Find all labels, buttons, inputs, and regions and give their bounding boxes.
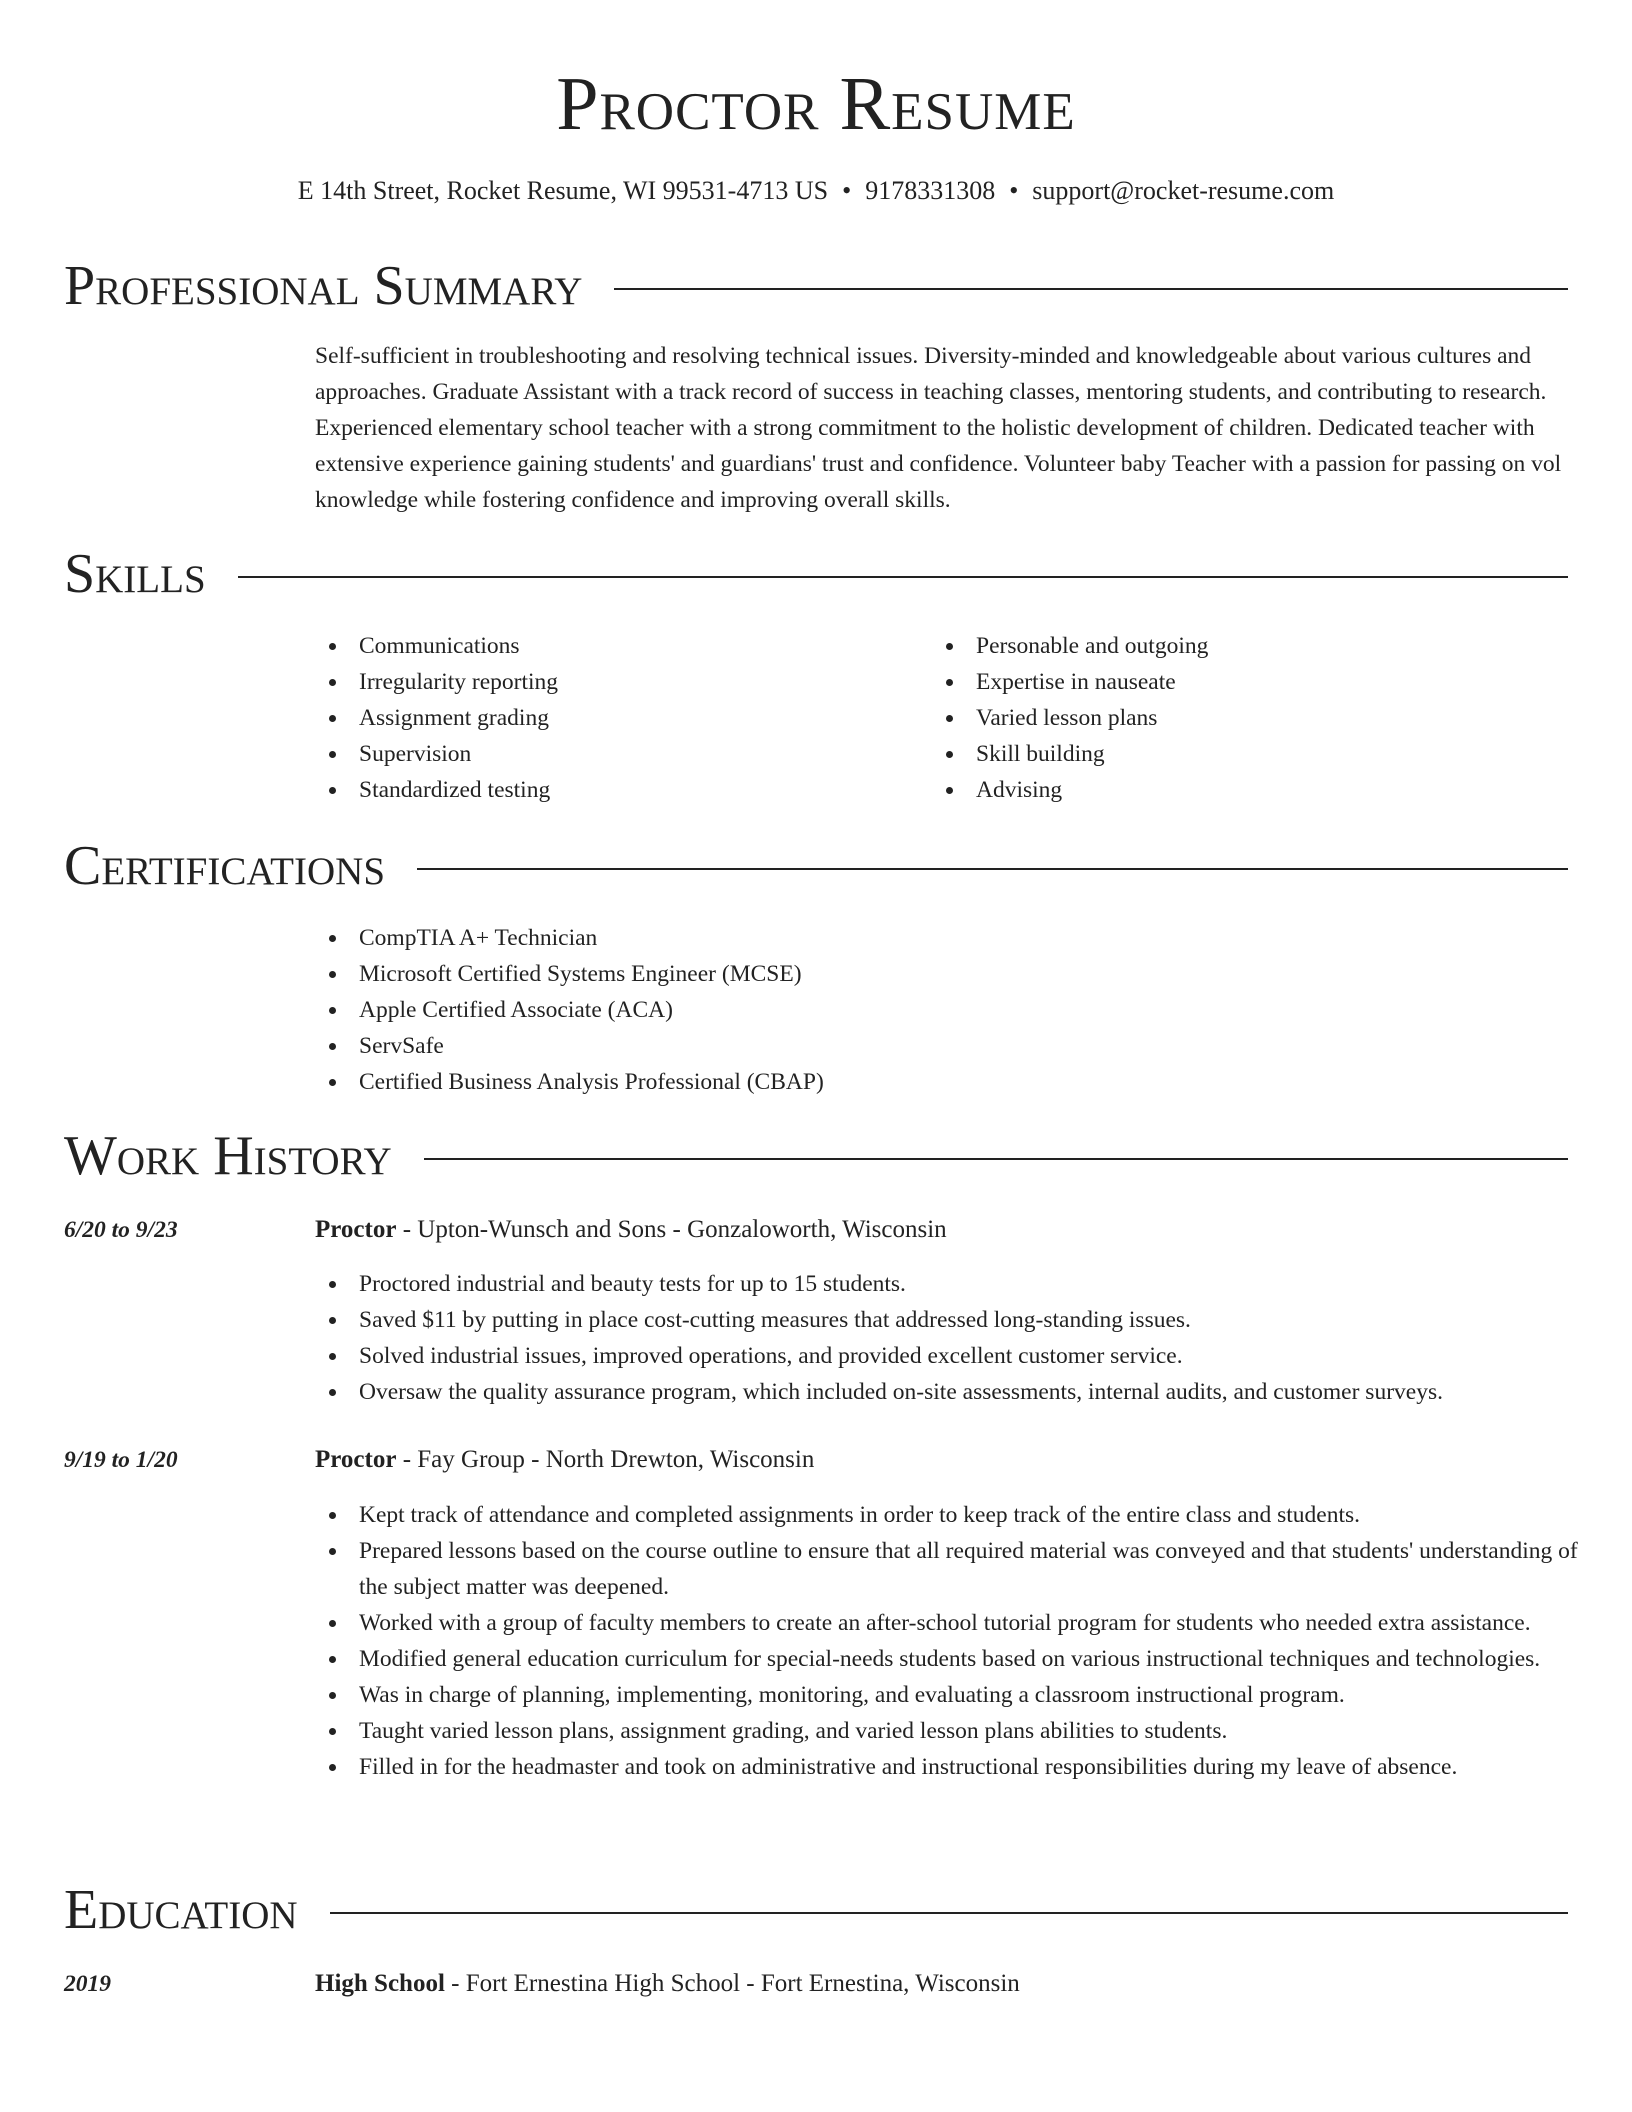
job-bullets	[315, 1497, 1585, 1785]
job-bullet: Taught varied lesson plans, assignment grading, and varied lesson plans abilities to students.	[315, 1713, 1585, 1749]
job-employer: - Upton-Wunsch and Sons - Gonzaloworth, Wisconsin	[396, 1216, 947, 1243]
skills-list-right	[932, 628, 1532, 808]
job-dates: 9/19 to 1/20	[64, 1447, 178, 1473]
certification-item: ServSafe	[315, 1028, 1215, 1064]
section-divider	[614, 288, 1568, 290]
certifications-list	[315, 920, 1215, 1100]
skill-item: Varied lesson plans	[932, 700, 1532, 736]
job-bullet: Filled in for the headmaster and took on administrative and instructional responsibilities during my leave of absence.	[315, 1749, 1585, 1785]
skill-item: Supervision	[315, 736, 915, 772]
education-year: 2019	[64, 1971, 111, 1997]
job-bullet: Proctored industrial and beauty tests for up to 15 students.	[315, 1266, 1585, 1302]
section-header-work-history	[64, 1126, 1568, 1186]
skill-item: Expertise in nauseate	[932, 664, 1532, 700]
certification-item: Apple Certified Associate (ACA)	[315, 992, 1215, 1028]
job-bullet: Saved $11 by putting in place cost-cutting measures that addressed long-standing issues.	[315, 1302, 1585, 1338]
section-header-certifications	[64, 836, 1568, 896]
job-dates: 6/20 to 9/23	[64, 1217, 178, 1243]
section-title: Work History	[64, 1125, 392, 1187]
contact-email: support@rocket-resume.com	[1032, 176, 1335, 205]
section-title: Skills	[64, 543, 206, 605]
education-degree: High School	[315, 1970, 445, 1997]
section-title: Professional Summary	[64, 255, 583, 317]
job-bullet: Was in charge of planning, implementing, monitoring, and evaluating a classroom instructional program.	[315, 1677, 1585, 1713]
section-title: Education	[64, 1879, 298, 1941]
section-header-skills	[64, 544, 1568, 604]
skill-item: Irregularity reporting	[315, 664, 915, 700]
education-heading	[315, 1966, 1577, 2002]
certification-item: Microsoft Certified Systems Engineer (MCSE)	[315, 956, 1215, 992]
contact-address: E 14th Street, Rocket Resume, WI 99531-4713 US	[297, 176, 829, 205]
skill-item: Standardized testing	[315, 772, 915, 808]
resume-name: Proctor Resume	[556, 62, 1076, 146]
section-header-summary	[64, 256, 1568, 316]
education-school: - Fort Ernestina High School - Fort Ernestina, Wisconsin	[444, 1970, 1020, 1997]
skill-item: Assignment grading	[315, 700, 915, 736]
job-bullet: Kept track of attendance and completed assignments in order to keep track of the entire class and students.	[315, 1497, 1585, 1533]
job-bullet: Prepared lessons based on the course outline to ensure that all required material was conveyed and that students' understanding of the subject matter was deepened.	[315, 1533, 1585, 1605]
job-bullet: Oversaw the quality assurance program, which included on-site assessments, internal audits, and customer surveys.	[315, 1374, 1585, 1410]
job-heading	[315, 1212, 1577, 1248]
section-divider	[238, 576, 1568, 578]
job-title: Proctor	[315, 1216, 397, 1243]
section-header-education	[64, 1880, 1568, 1940]
contact-line	[0, 174, 1632, 208]
section-title: Certifications	[64, 835, 386, 897]
certification-item: CompTIA A+ Technician	[315, 920, 1215, 956]
skill-item: Advising	[932, 772, 1532, 808]
certification-item: Certified Business Analysis Professional (CBAP)	[315, 1064, 1215, 1100]
summary-text: Self-sufficient in troubleshooting and resolving technical issues. Diversity-minded and knowledgeable about various cultures and approaches. Graduate Assistant with a track record of success in teaching classes, mentoring students, and contributing to research. Experienced elementary school teacher with a strong commitment to the holistic development of children. Dedicated teacher with extensive experience gaining students' and guardians' trust and confidence. Volunteer baby Teacher with a passion for passing on vol knowledge while fostering confidence and improving overall skills.	[315, 343, 1562, 513]
contact-separator: •	[842, 176, 852, 205]
skills-list-left	[315, 628, 915, 808]
section-divider	[417, 868, 1568, 870]
job-heading	[315, 1442, 1577, 1478]
section-divider	[424, 1158, 1568, 1160]
job-bullets	[315, 1266, 1585, 1410]
job-bullet: Modified general education curriculum for special-needs students based on various instructional techniques and technologies.	[315, 1641, 1585, 1677]
contact-phone: 9178331308	[865, 176, 996, 205]
job-bullet: Solved industrial issues, improved operations, and provided excellent customer service.	[315, 1338, 1585, 1374]
skill-item: Personable and outgoing	[932, 628, 1532, 664]
job-bullet: Worked with a group of faculty members to create an after-school tutorial program for students who needed extra assistance.	[315, 1605, 1585, 1641]
skill-item: Skill building	[932, 736, 1532, 772]
job-employer: - Fay Group - North Drewton, Wisconsin	[396, 1446, 815, 1473]
section-divider	[330, 1912, 1568, 1914]
contact-separator: •	[1009, 176, 1019, 205]
job-title: Proctor	[315, 1446, 397, 1473]
skill-item: Communications	[315, 628, 915, 664]
